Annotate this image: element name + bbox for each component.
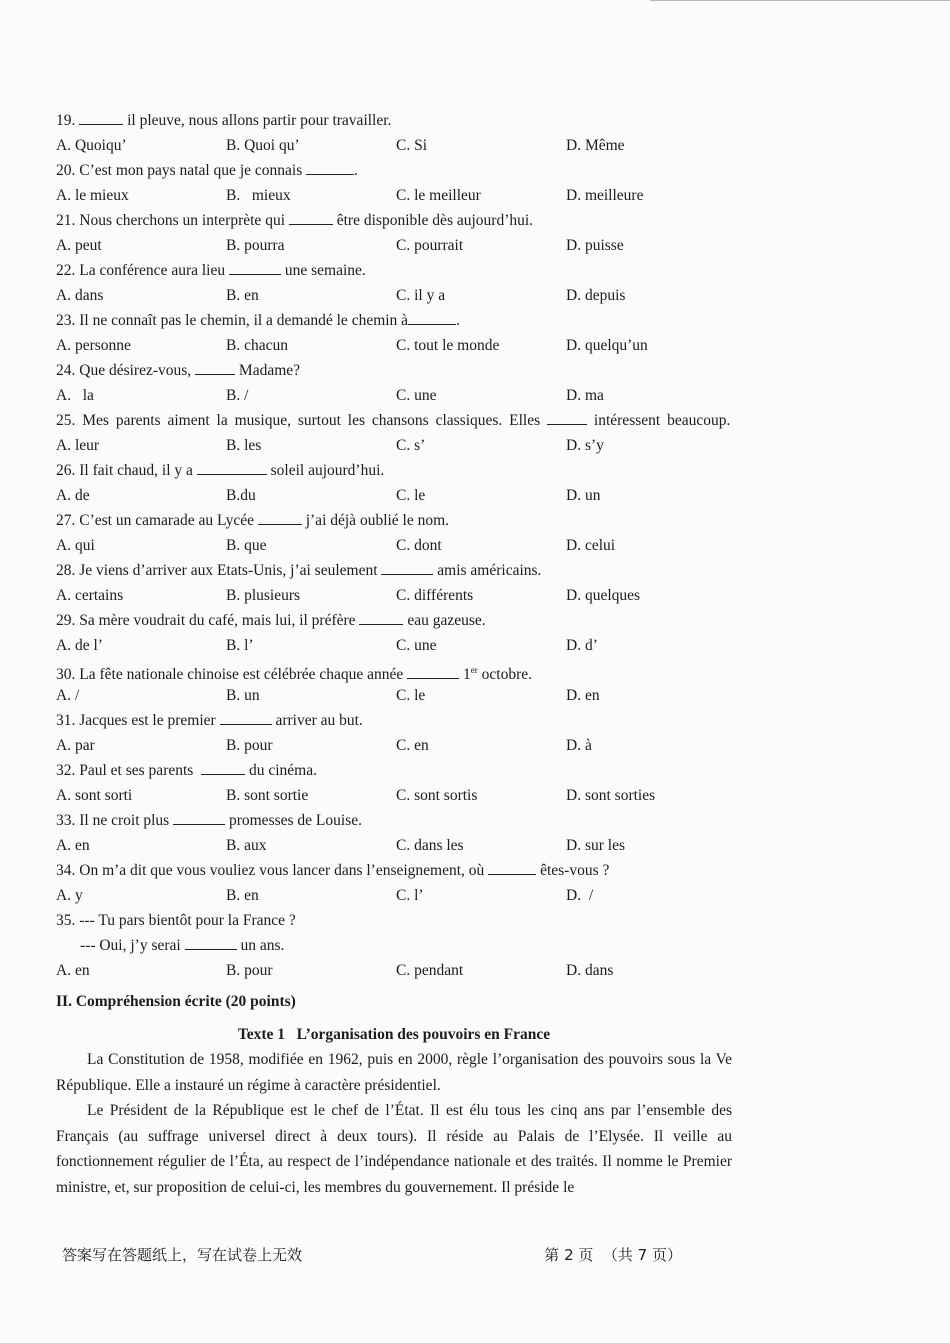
- footer-note: 答案写在答题纸上，写在试卷上无效: [62, 1246, 303, 1264]
- section-title: II. Compréhension écrite (20 points): [56, 993, 296, 1010]
- question-26: 26. Il fait chaud, il y a soleil aujourd’hui.: [56, 462, 385, 479]
- options-29: A. de l’ B. l’ C. une D. d’: [56, 637, 598, 654]
- options-32: A. sont sorti B. sont sortie C. sont sortis D. sont sorties: [56, 787, 656, 804]
- question-28: 28. Je viens d’arriver aux Etats-Unis, j’ai seulement amis américains.: [56, 562, 542, 579]
- question-25: 25. Mes parents aiment la musique, surtout les chansons classiques. Elles intéressent beaucoup.: [56, 412, 731, 429]
- question-27: 27. C’est un camarade au Lycée j’ai déjà oublié le nom.: [56, 512, 450, 529]
- question-31: 31. Jacques est le premier arriver au but.: [56, 712, 363, 729]
- options-19: A. Quoiqu’ B. Quoi qu’ C. Si D. Même: [56, 137, 625, 154]
- text-title: Texte 1 L’organisation des pouvoirs en France: [237, 1026, 551, 1043]
- question-35-reply: --- Oui, j’y serai un ans.: [80, 937, 285, 954]
- page-footer: [62, 1244, 682, 1265]
- paragraph-1: La Constitution de 1958, modifiée en 1962, puis en 2000, règle l’organisation des pouvoirs sous la Ve République. Elle a instauré un régime à caractère présidentiel.: [56, 1051, 732, 1094]
- options-20: A. le mieux B. mieux C. le meilleur D. meilleure: [56, 187, 644, 204]
- paragraph-2: Le Président de la République est le chef de l’État. Il est élu tous les cinq ans par l’ensemble des Français (au suffrage universel direct à deux tours). Il réside au Palais de l’Elysée. Il veille au fonctionnement régulier de l’Éta, au respect de l’indépendance nationale et des traités. Il nomme le Premier ministre, et, sur proposition de celui-ci, les membres du gouvernement. Il préside le: [56, 1102, 732, 1196]
- question-24: 24. Que désirez-vous, Madame?: [56, 362, 301, 379]
- options-25: A. leur B. les C. s’ D. s’y: [56, 437, 604, 454]
- question-19: 19. il pleuve, nous allons partir pour travailler.: [56, 112, 392, 129]
- question-33: 33. Il ne croit plus promesses de Louise.: [56, 812, 362, 829]
- options-34: A. y B. en C. l’ D. /: [56, 887, 594, 904]
- question-20: 20. C’est mon pays natal que je connais .: [56, 162, 358, 179]
- options-30: A. / B. un C. le D. en: [56, 687, 600, 704]
- page-number: 第 2 页 （共 7 页）: [544, 1246, 682, 1264]
- options-21: A. peut B. pourra C. pourrait D. puisse: [56, 237, 624, 254]
- options-23: A. personne B. chacun C. tout le monde D. quelqu’un: [56, 337, 648, 354]
- options-27: A. qui B. que C. dont D. celui: [56, 537, 616, 554]
- question-29: 29. Sa mère voudrait du café, mais lui, il préfère eau gazeuse.: [56, 612, 486, 629]
- question-22: 22. La conférence aura lieu une semaine.: [56, 262, 366, 279]
- question-23: 23. Il ne connaît pas le chemin, il a demandé le chemin à .: [56, 312, 460, 329]
- options-26: A. de B.du C. le D. un: [56, 487, 601, 504]
- exam-page: [56, 108, 732, 1200]
- question-21: 21. Nous cherchons un interprète qui être disponible dès aujourd’hui.: [56, 212, 534, 229]
- options-28: A. certains B. plusieurs C. différents D. quelques: [56, 587, 641, 604]
- options-31: A. par B. pour C. en D. à: [56, 737, 592, 754]
- question-30: 30. La fête nationale chinoise est célébrée chaque année 1er octobre.: [56, 665, 533, 684]
- question-32: 32. Paul et ses parents du cinéma.: [56, 762, 317, 779]
- options-24: A. la B. / C. une D. ma: [56, 387, 604, 404]
- question-35: 35. --- Tu pars bientôt pour la France ?: [56, 912, 296, 929]
- options-35: A. en B. pour C. pendant D. dans: [56, 962, 614, 979]
- options-22: A. dans B. en C. il y a D. depuis: [56, 287, 626, 304]
- options-33: A. en B. aux C. dans les D. sur les: [56, 837, 625, 854]
- scan-edge-line: [650, 0, 950, 4]
- question-34: 34. On m’a dit que vous vouliez vous lancer dans l’enseignement, où êtes-vous ?: [56, 862, 610, 879]
